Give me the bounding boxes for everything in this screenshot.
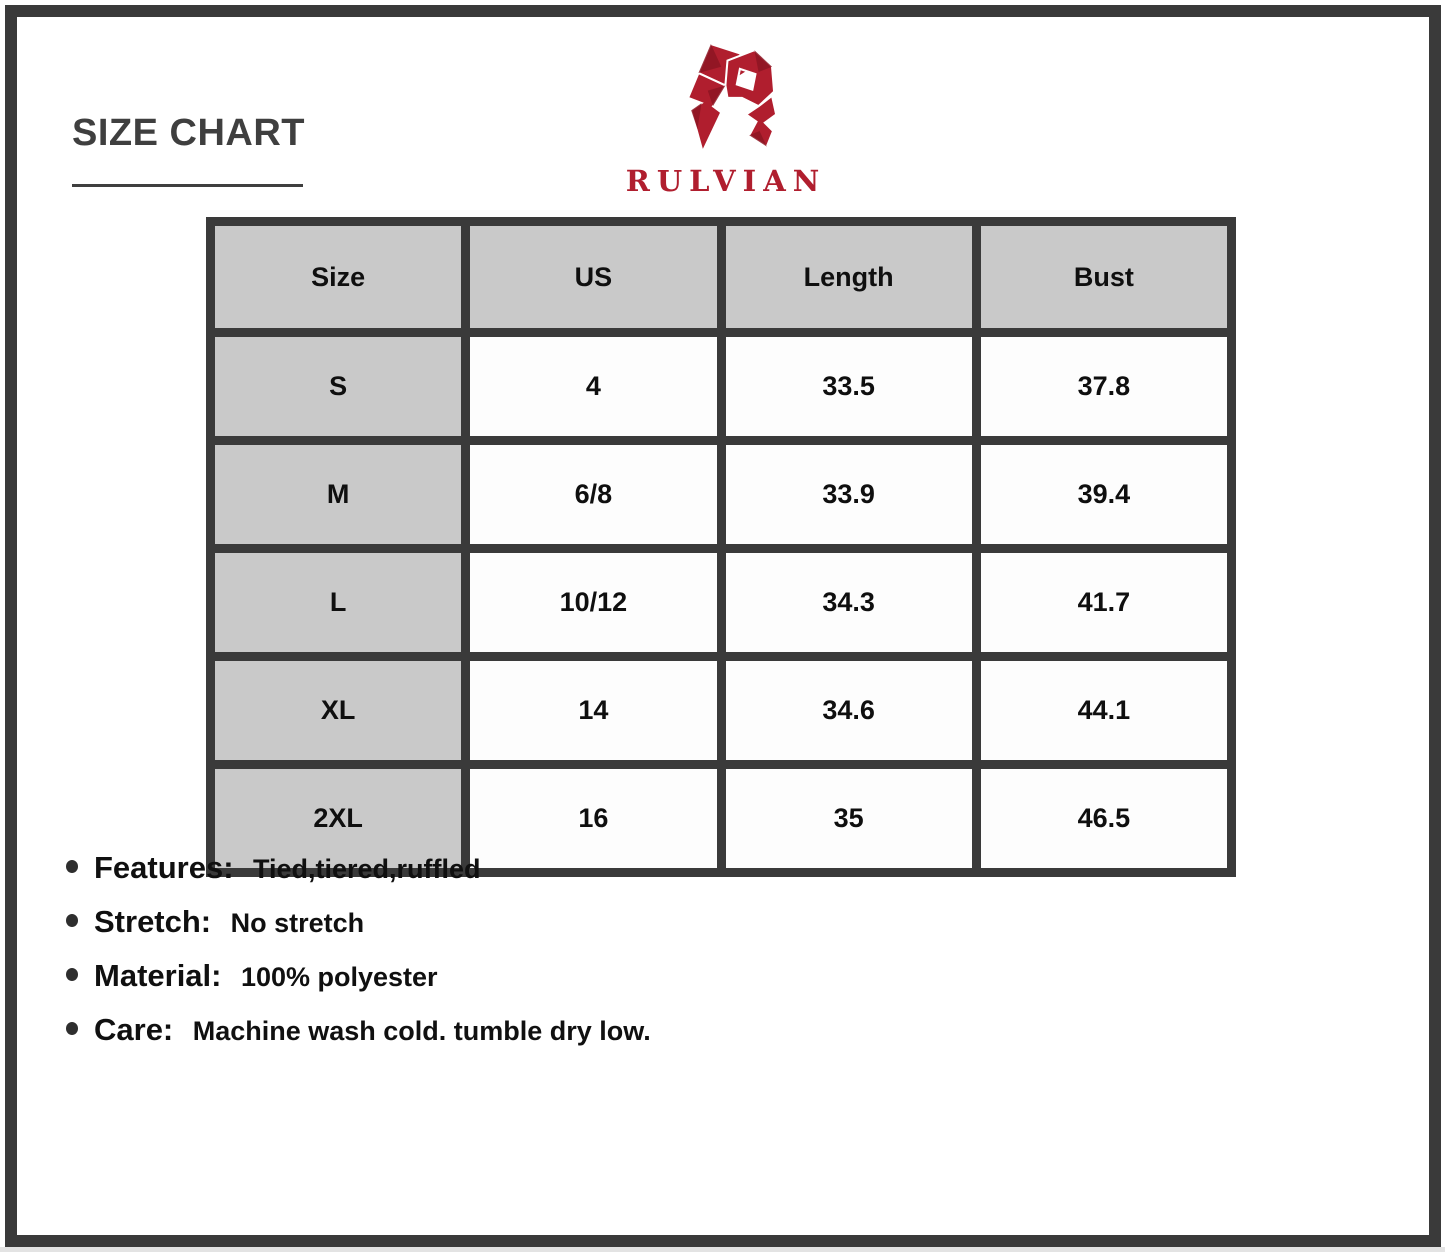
detail-item-stretch [66, 904, 651, 946]
size-cell: M [211, 441, 466, 549]
detail-value: Machine wash cold. tumble dry low. [192, 1016, 651, 1046]
detail-label: Features: [94, 850, 234, 885]
page-bottom-edge [0, 1247, 1445, 1252]
bullet-icon [66, 860, 78, 873]
us-cell: 16 [466, 765, 721, 873]
us-cell: 4 [466, 333, 721, 441]
length-cell: 35 [721, 765, 976, 873]
table-row-l [211, 549, 1232, 657]
detail-value: 100% polyester [240, 962, 438, 992]
column-header-size: Size [211, 222, 466, 333]
size-cell: 2XL [211, 765, 466, 873]
page-title: SIZE CHART [72, 112, 305, 154]
table-row-xl [211, 657, 1232, 765]
bust-cell: 46.5 [976, 765, 1231, 873]
brand-name: RULVIAN [625, 164, 827, 198]
length-cell: 33.5 [721, 333, 976, 441]
size-cell: L [211, 549, 466, 657]
us-cell: 14 [466, 657, 721, 765]
size-chart-table [206, 217, 1236, 877]
bullet-icon [66, 914, 78, 927]
column-header-length: Length [721, 222, 976, 333]
bullet-icon [66, 968, 78, 981]
us-cell: 10/12 [466, 549, 721, 657]
bust-cell: 37.8 [976, 333, 1231, 441]
brand-logo [619, 44, 826, 198]
detail-item-care [66, 1012, 651, 1054]
length-cell: 34.3 [721, 549, 976, 657]
bullet-icon [66, 1022, 78, 1035]
title-underline [72, 184, 303, 187]
detail-label: Material: [94, 958, 222, 993]
bust-cell: 44.1 [976, 657, 1231, 765]
length-cell: 33.9 [721, 441, 976, 549]
detail-value: Tied,tiered,ruffled [253, 854, 481, 884]
bust-cell: 41.7 [976, 549, 1231, 657]
detail-label: Stretch: [94, 904, 212, 939]
product-details-list [66, 850, 651, 1066]
size-cell: S [211, 333, 466, 441]
table-header-row [211, 222, 1232, 333]
table-row-s [211, 333, 1232, 441]
detail-item-features [66, 850, 651, 892]
detail-value: No stretch [230, 908, 365, 938]
column-header-us: US [466, 222, 721, 333]
bust-cell: 39.4 [976, 441, 1231, 549]
table-row-m [211, 441, 1232, 549]
detail-label: Care: [94, 1012, 174, 1047]
length-cell: 34.6 [721, 657, 976, 765]
size-cell: XL [211, 657, 466, 765]
detail-item-material [66, 958, 651, 1000]
column-header-bust: Bust [976, 222, 1231, 333]
us-cell: 6/8 [466, 441, 721, 549]
brand-r-logo-icon [664, 44, 780, 158]
